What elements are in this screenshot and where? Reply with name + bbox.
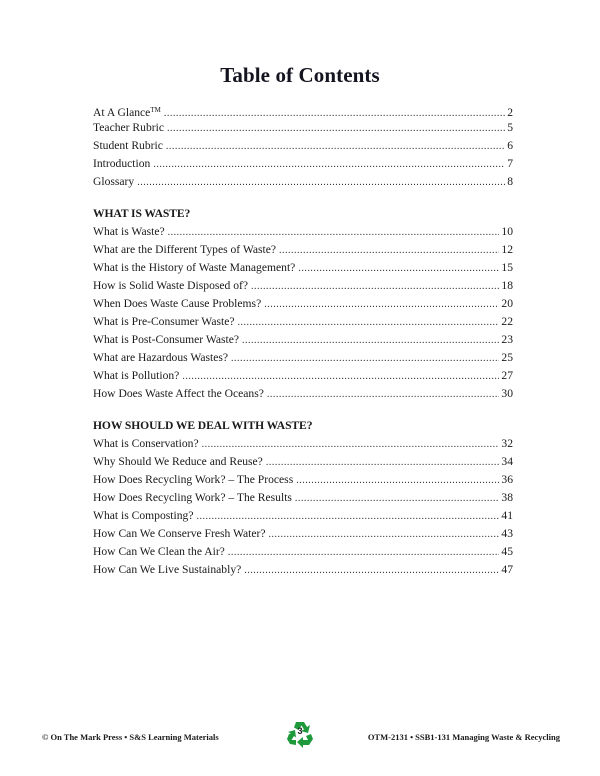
page-title: Table of Contents xyxy=(220,63,380,87)
toc-entry[interactable] xyxy=(93,259,513,277)
dot-leader xyxy=(242,332,499,350)
toc-entry[interactable] xyxy=(93,367,513,385)
toc-entry[interactable] xyxy=(93,349,513,367)
section-heading: HOW SHOULD WE DEAL WITH WASTE? xyxy=(93,419,313,432)
toc-entry[interactable] xyxy=(93,277,513,295)
toc-entry[interactable] xyxy=(93,241,513,259)
toc-entry[interactable] xyxy=(93,137,513,155)
toc-entry-label: Why Should We Reduce and Reuse? xyxy=(93,455,263,468)
recycle-icon xyxy=(285,718,315,748)
toc-entry-page: 23 xyxy=(501,333,513,346)
footer-product-code: OTM-2131 • SSB1-131 Managing Waste & Recycling xyxy=(367,732,560,742)
toc-entry-page: 27 xyxy=(501,369,513,382)
toc-entry-page: 32 xyxy=(501,437,513,450)
toc-entry-page: 34 xyxy=(501,455,513,468)
toc-entry-label: What is Pollution? xyxy=(93,369,180,382)
dot-leader xyxy=(196,508,499,526)
dot-leader xyxy=(153,156,505,174)
toc-entry-label: How Does Recycling Work? – The Process xyxy=(93,473,294,486)
toc-entry[interactable] xyxy=(93,507,513,525)
toc-entry-page: 18 xyxy=(501,279,513,292)
toc-entry-label: How Does Recycling Work? – The Results xyxy=(93,491,292,504)
toc-entry-page: 5 xyxy=(507,121,513,134)
toc-entry[interactable] xyxy=(93,313,513,331)
toc-entry-page: 20 xyxy=(501,297,513,310)
toc-entry-page: 15 xyxy=(501,261,513,274)
toc-entry[interactable] xyxy=(93,453,513,471)
dot-leader xyxy=(202,436,500,454)
toc-entry[interactable] xyxy=(93,173,513,191)
toc-entry-page: 38 xyxy=(501,491,513,504)
toc-entry-label: What is Conservation? xyxy=(93,437,199,450)
dot-leader xyxy=(266,454,500,472)
toc-entry-page: 43 xyxy=(501,527,513,540)
toc-entry-page: 41 xyxy=(501,509,513,522)
dot-leader xyxy=(267,386,500,404)
toc-entry-label: When Does Waste Cause Problems? xyxy=(93,297,262,310)
toc-entry[interactable] xyxy=(93,295,513,313)
dot-leader xyxy=(182,368,499,386)
toc-entry[interactable] xyxy=(93,155,513,173)
page-number: 3 xyxy=(297,726,303,736)
toc-front-matter xyxy=(93,101,513,191)
toc-section-what-is-waste xyxy=(93,205,513,403)
dot-leader xyxy=(238,314,500,332)
toc-entry-page: 22 xyxy=(501,315,513,328)
dot-leader xyxy=(251,278,499,296)
toc-entry[interactable] xyxy=(93,385,513,403)
toc-entry-page: 25 xyxy=(501,351,513,364)
dot-leader xyxy=(167,120,505,138)
toc-entry-label: How Does Waste Affect the Oceans? xyxy=(93,387,264,400)
toc-entry-page: 36 xyxy=(501,473,513,486)
toc-entry-label: Student Rubric xyxy=(93,139,163,152)
dot-leader xyxy=(231,350,499,368)
toc-section-deal-with-waste xyxy=(93,417,513,579)
dot-leader xyxy=(296,472,499,490)
toc-entry-label: What is Composting? xyxy=(93,509,194,522)
dot-leader xyxy=(295,490,499,508)
toc-entry-label: How Can We Clean the Air? xyxy=(93,545,225,558)
toc-entry-label: What is Pre-Consumer Waste? xyxy=(93,315,235,328)
toc-entry[interactable] xyxy=(93,543,513,561)
section-heading: WHAT IS WASTE? xyxy=(93,207,191,220)
toc-entry-page: 30 xyxy=(501,387,513,400)
toc-entry[interactable] xyxy=(93,331,513,349)
toc-entry-label: Introduction xyxy=(93,157,151,170)
toc-entry-page: 10 xyxy=(501,225,513,238)
dot-leader xyxy=(244,562,499,580)
toc-entry-label: What are the Different Types of Waste? xyxy=(93,243,277,256)
toc-entry[interactable] xyxy=(93,525,513,543)
toc-entry[interactable] xyxy=(93,101,513,119)
toc-entry-label: What are Hazardous Wastes? xyxy=(93,351,229,364)
dot-leader xyxy=(279,242,499,260)
toc-entry-label: Glossary xyxy=(93,175,135,188)
dot-leader xyxy=(228,544,500,562)
toc-entry-page: 6 xyxy=(507,139,513,152)
toc-entry-label: How Can We Conserve Fresh Water? xyxy=(93,527,266,540)
toc-entry[interactable] xyxy=(93,119,513,137)
toc-entry[interactable] xyxy=(93,489,513,507)
toc-entry[interactable] xyxy=(93,223,513,241)
dot-leader xyxy=(168,224,500,242)
toc-entry[interactable] xyxy=(93,435,513,453)
toc-entry-page: 45 xyxy=(501,545,513,558)
toc-entry-page: 7 xyxy=(507,157,513,170)
dot-leader xyxy=(264,296,499,314)
toc-entry-label: What is the History of Waste Management? xyxy=(93,261,296,274)
dot-leader xyxy=(298,260,499,278)
footer-copyright: © On The Mark Press • S&S Learning Materials xyxy=(42,732,219,742)
toc-entry-page: 8 xyxy=(507,175,513,188)
toc-entry-page: 47 xyxy=(501,563,513,576)
toc-entry-label: How Can We Live Sustainably? xyxy=(93,563,242,576)
dot-leader xyxy=(166,138,505,156)
toc-entry[interactable] xyxy=(93,471,513,489)
toc-entry-label: Teacher Rubric xyxy=(93,121,164,134)
toc-entry-page: 12 xyxy=(501,243,513,256)
page-footer xyxy=(0,727,600,751)
toc-entry-label: How is Solid Waste Disposed of? xyxy=(93,279,249,292)
dot-leader xyxy=(137,174,505,192)
dot-leader xyxy=(269,526,500,544)
toc-entry-label: At A Glance™ xyxy=(93,106,161,119)
trademark-mark: TM xyxy=(150,106,161,114)
toc-entry-label: What is Waste? xyxy=(93,225,165,238)
toc-entry[interactable] xyxy=(93,561,513,579)
toc-entry-page: 2 xyxy=(507,106,513,119)
toc-entry-label: What is Post-Consumer Waste? xyxy=(93,333,240,346)
